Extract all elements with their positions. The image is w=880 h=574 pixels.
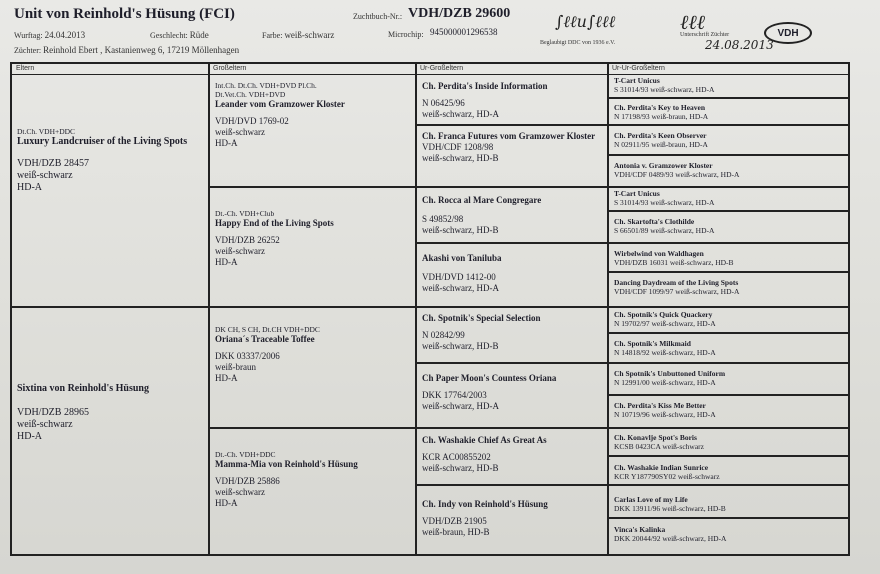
grandparent-3: DK CH, S CH, Dt.CH VDH+DDC Oriana´s Traceable Toffee DKK 03337/2006 weiß-braun HD-A: [215, 325, 320, 383]
wurftag: Wurftag: 24.04.2013: [14, 30, 86, 40]
col-ururgrosseltern: Ur-Ur-Großeltern: [608, 64, 848, 75]
col-eltern: Eltern: [12, 64, 209, 75]
great-grandparent-4: Akashi von Taniluba VDH/DVD 1412-00 weiß-schwarz, HD-A: [422, 253, 502, 293]
signature-breeder: ℓℓℓ: [680, 10, 705, 34]
beglaubigt-label: Beglaubigt DDC von 1936 e.V.: [540, 40, 616, 46]
ggg-2: Ch. Perdita's Key to Heaven N 17198/93 weiß-braun, HD-A: [614, 103, 709, 121]
col-urgrosseltern: Ur-Großeltern: [416, 64, 608, 75]
ggg-3: Ch. Perdita's Keen Observer N 02911/95 weiß-braun, HD-A: [614, 131, 708, 149]
document-title: Unit von Reinhold's Hüsung (FCI): [14, 6, 235, 22]
ggg-16: Vinca's Kalinka DKK 20044/92 weiß-schwarz, HD-A: [614, 525, 727, 543]
zuchtbuch-number: VDH/DZB 29600: [408, 6, 511, 21]
grandparent-4: Dt.-Ch. VDH+DDC Mamma-Mia von Reinhold's Hüsung VDH/DZB 25886 weiß-schwarz HD-A: [215, 450, 358, 508]
ggg-8: Dancing Daydream of the Living Spots VDH/CDF 1099/97 weiß-schwarz, HD-A: [614, 278, 740, 296]
great-grandparent-3: Ch. Rocca al Mare Congregare S 49852/98 weiß-schwarz, HD-B: [422, 195, 542, 235]
dam: Sixtina von Reinhold's Hüsung VDH/DZB 28965 weiß-schwarz HD-A: [12, 380, 208, 550]
sire: Dt.Ch. VDH+DDC Luxury Landcruiser of the Living Spots VDH/DZB 28457 weiß-schwarz HD-A: [12, 124, 208, 304]
microchip-label: Microchip:: [388, 30, 424, 39]
ggg-9: Ch. Spotnik's Quick Quackery N 19702/97 weiß-schwarz, HD-A: [614, 310, 716, 328]
great-grandparent-2: Ch. Franca Futures vom Gramzower Kloster VDH/CDF 1208/98 weiß-schwarz, HD-B: [422, 131, 596, 163]
farbe: Farbe: weiß-schwarz: [262, 30, 335, 40]
ggg-14: Ch. Washakie Indian Sunrice KCR Y187790SY02 weiß-schwarz: [614, 463, 720, 481]
grandparent-1: Int.Ch. Dt.Ch. VDH+DVD Pl.Ch. Dt.Vet.Ch. VDH+DVD Leander vom Gramzower Kloster VDH/DVD 1769-02 weiß-schwarz HD-A: [215, 81, 345, 148]
ggg-5: T-Cart Unicus S 31014/93 weiß-schwarz, HD-A: [614, 189, 715, 207]
signature-club: ∫ℓℓu∫ℓℓℓ: [555, 12, 616, 31]
ggg-13: Ch. Konavlje Spot's Boris KCSB 0423CA weiß-schwarz: [614, 433, 704, 451]
ggg-4: Antonia v. Gramzower Kloster VDH/CDF 0489/93 weiß-schwarz, HD-A: [614, 161, 740, 179]
ggg-12: Ch. Perdita's Kiss Me Better N 10719/96 weiß-schwarz, HD-A: [614, 401, 716, 419]
great-grandparent-8: Ch. Indy von Reinhold's Hüsung VDH/DZB 21905 weiß-braun, HD-B: [422, 499, 548, 537]
col-grosseltern: Großeltern: [209, 64, 416, 75]
ggg-6: Ch. Skartofta's Clothilde S 66501/89 weiß-schwarz, HD-A: [614, 217, 715, 235]
great-grandparent-5: Ch. Spotnik's Special Selection N 02842/99 weiß-schwarz, HD-B: [422, 313, 541, 351]
ggg-1: T-Cart Unicus S 31014/93 weiß-schwarz, HD-A: [614, 76, 715, 94]
geschlecht: Geschlecht: Rüde: [150, 30, 209, 40]
great-grandparent-1: Ch. Perdita's Inside Information N 06425/96 weiß-schwarz, HD-A: [422, 81, 548, 119]
signature-date: 24.08.2013: [705, 38, 774, 52]
zuechter: Züchter: Reinhold Ebert , Kastanienweg 6, 17219 Möllenhagen: [14, 45, 240, 55]
ggg-7: Wirbelwind von Waldhagen VDH/DZB 16031 weiß-schwarz, HD-B: [614, 249, 734, 267]
sire-name: Luxury Landcruiser of the Living Spots: [17, 136, 188, 147]
ggg-11: Ch Spotnik's Unbuttoned Uniform N 12991/00 weiß-schwarz, HD-A: [614, 369, 726, 387]
vdh-logo: VDH: [764, 22, 812, 44]
great-grandparent-6: Ch Paper Moon's Countess Oriana DKK 17764/2003 weiß-schwarz, HD-A: [422, 373, 557, 411]
grandparent-2: Dt.-Ch. VDH+Club Happy End of the Living Spots VDH/DZB 26252 weiß-schwarz HD-A: [215, 209, 334, 267]
microchip-number: 945000001296538: [430, 27, 498, 37]
zuechter-sig-label: Unterschrift Züchter: [680, 32, 730, 38]
great-grandparent-7: Ch. Washakie Chief As Great As KCR AC00855202 weiß-schwarz, HD-B: [422, 435, 547, 473]
zuchtbuch-label: Zuchtbuch-Nr.:: [353, 12, 403, 21]
ggg-15: Carlas Love of my Life DKK 13911/96 weiß-schwarz, HD-B: [614, 495, 726, 513]
ggg-10: Ch. Spotnik's Milkmaid N 14818/92 weiß-schwarz, HD-A: [614, 339, 716, 357]
pedigree-grid: [10, 62, 850, 556]
dam-name: Sixtina von Reinhold's Hüsung: [17, 383, 149, 394]
